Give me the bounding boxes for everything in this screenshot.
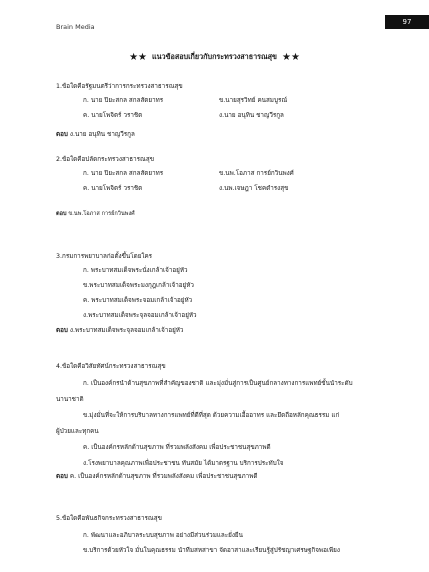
q4-option-a-line2: นานาชาติ	[56, 396, 84, 403]
q1-option-c: ค. นายโพจิตร์ วราชิต	[83, 112, 143, 119]
answer-text: ง.พระบาทสมเด็จพระจุลจอมเกล้าเจ้าอยู่หัว	[69, 327, 184, 334]
q4-option-b-line2: ผู้ป่วยและทุกคน	[56, 428, 99, 435]
answer-text: ข.นพ.โอภาส การย์กวินพงศ์	[68, 211, 135, 217]
q3-option-b: ข.พระบาทสมเด็จพระมงกุฎเกล้าเจ้าอยู่หัว	[83, 282, 194, 289]
question-3	[56, 252, 416, 336]
answer-text: ง.นาย อนุทิน ชาญวีรกูล	[69, 131, 135, 138]
question-4-text: 4.ข้อใดคือวิสัยทัศน์กระทรวงสาธารณสุข	[56, 363, 166, 370]
answer-label: ตอบ	[56, 211, 67, 217]
publisher-name: Brain Media	[56, 23, 95, 31]
q4-option-c: ค. เป็นองค์กรหลักด้านสุขภาพ ที่รวมพลังสังคม เพื่อประชาชนสุขภาพดี	[83, 444, 271, 451]
q5-option-b: ข.บริการด้วยหัวใจ มั่นในคุณธรรม นำทีมสหสาขา จัดอาสาและเรียนรู้สู่ปรัชญาเศรษฐกิจพอเพียง	[83, 547, 340, 554]
question-1-text: 1.ข้อใดคือรัฐมนตรีว่าการกระทรวงสาธารณสุข	[56, 83, 183, 90]
q1-option-d: ง.นาย อนุทิน ชาญวีรกูล	[219, 112, 284, 119]
answer-label: ตอบ	[56, 473, 68, 480]
q3-option-a: ก. พระบาทสมเด็จพระนั่งเกล้าเจ้าอยู่หัว	[83, 267, 188, 274]
q3-answer	[56, 326, 416, 336]
question-4	[56, 362, 416, 482]
q5-option-a: ก. พัฒนาและอภิบาลระบบสุขภาพ อย่างมีส่วนร่วมและยั่งยืน	[83, 532, 243, 539]
q2-option-b: ข.นพ.โอภาส การย์กวินพงศ์	[219, 170, 294, 177]
q3-option-c: ค. พระบาทสมเด็จพระจอมเกล้าเจ้าอยู่หัว	[83, 297, 193, 304]
q2-option-d: ง.นพ.เจษฎา โชคดำรงสุข	[219, 185, 289, 192]
q1-option-b: ข.นายสุรวิทย์ คนสมบูรณ์	[219, 97, 288, 104]
page-number-badge: 97	[385, 15, 429, 29]
answer-text: ค. เป็นองค์กรหลักด้านสุขภาพ ที่รวมพลังสังคม เพื่อประชาชนสุขภาพดี	[69, 473, 258, 480]
question-3-text: 3.กรมการพยาบาลก่อตั้งขึ้นโดยใคร	[56, 253, 153, 260]
star-icon-right: ★★	[281, 52, 300, 63]
answer-label: ตอบ	[56, 327, 68, 334]
q4-option-a-line1: ก. เป็นองค์กรนำด้านสุขภาพที่สำคัญของชาติ และมุ่งมั่นสู่การเป็นศูนย์กลางทางการแพทย์ขั้นนำระดับ	[83, 380, 353, 387]
document-title	[0, 52, 429, 63]
question-2-text: 2.ข้อใดคือปลัดกระทรวงสาธารณสุข	[56, 156, 155, 163]
q2-option-a: ก. นาย ปิยะสกล สกลสัตยาทร	[83, 170, 164, 177]
q4-option-d: ง.โรงพยาบาลคุณภาพเพื่อประชาชน ทันสมัย ได้มาตรฐาน บริการประทับใจ	[83, 460, 284, 467]
question-2	[56, 155, 416, 219]
q1-answer	[56, 130, 416, 140]
q2-option-c: ค. นายโพจิตร์ วราชิต	[83, 185, 143, 192]
answer-label: ตอบ	[56, 131, 68, 138]
title-text: แนวข้อสอบเกี่ยวกับกระทรวงสาธารณสุข	[152, 52, 277, 61]
q2-answer	[56, 209, 416, 219]
question-5	[56, 514, 416, 558]
question-5-text: 5.ข้อใดคือพันธกิจกระทรวงสาธารณสุข	[56, 515, 162, 522]
star-icon-left: ★★	[129, 52, 147, 63]
q1-option-a: ก. นาย ปิยะสกล สกลสัตยาทร	[83, 97, 164, 104]
q4-answer	[56, 472, 416, 482]
question-1	[56, 82, 416, 140]
q3-option-d: ง.พระบาทสมเด็จพระจุลจอมเกล้าเจ้าอยู่หัว	[83, 312, 197, 319]
q4-option-b-line1: ข.มุ่งมั่นที่จะให้การบริบาลทางการแพทย์ที่ดีที่สุด ด้วยความเอื้ออาทร และยึดถือหลักคุณธรรม แก่	[83, 412, 340, 419]
